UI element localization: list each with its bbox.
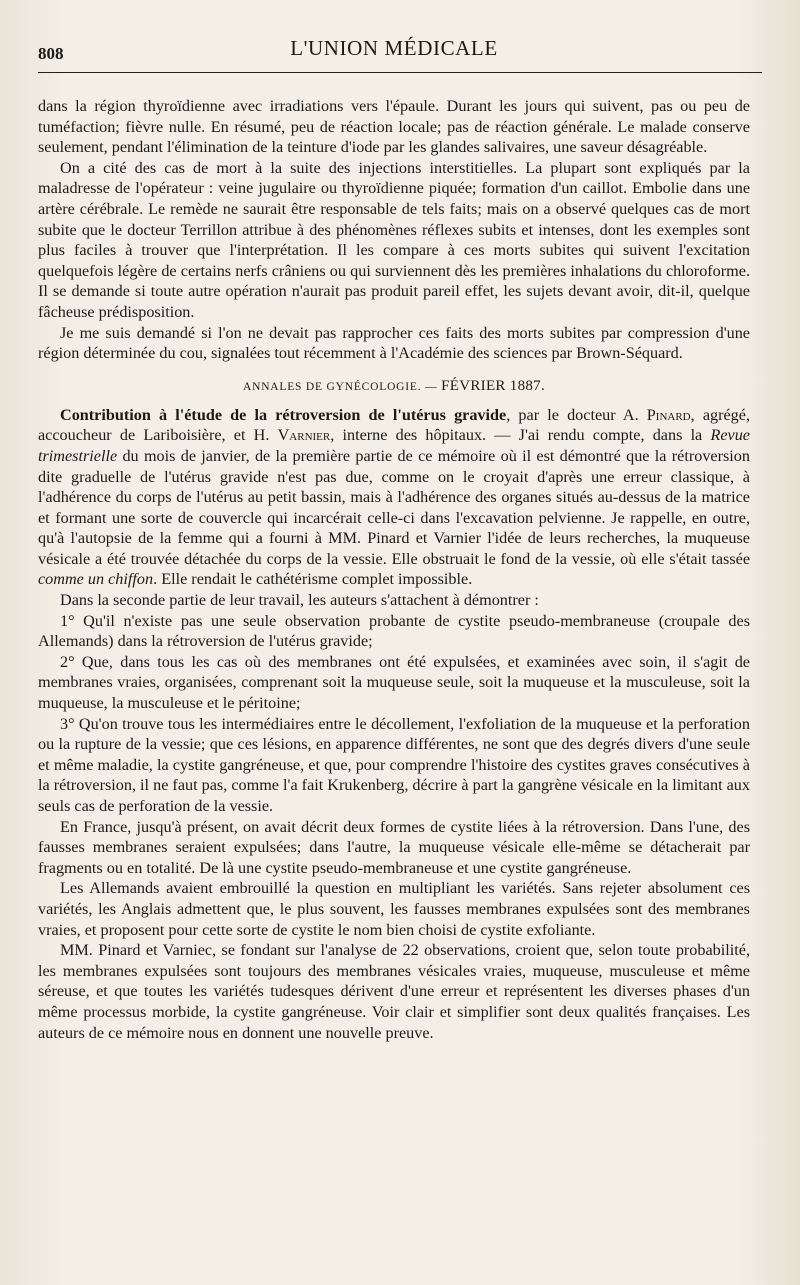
article-text: , interne des hôpitaux. — J'ai rendu compte, dans la — [330, 426, 711, 445]
journal-title: L'UNION MÉDICALE — [290, 36, 498, 60]
intro-paragraph: Je me suis demandé si l'on ne devait pas rapprocher ces faits des morts subites par compression d'une région déterminée du cou, signalées tout récemment à l'Académie des sciences par Brown-Séquard. — [38, 323, 750, 363]
article-text: , par le docteur A. — [506, 405, 647, 424]
article-title: Contribution à l'étude de la rétroversion de l'utérus gravide — [60, 405, 507, 424]
section-name: ANNALES DE GYNÉCOLOGIE. — [242, 380, 422, 393]
section-separator: — — [425, 380, 438, 393]
page-header — [38, 22, 750, 63]
body-paragraph: Les Allemands avaient embrouillé la question en multipliant les variétés. Sans rejeter absolument ces variétés, les Anglais admettent que, le plus souvent, les fausses membranes expulsées sont des membranes vraies, et proposent pour cette sorte de cystite le nom bien choisi de cystite exfoliante. — [38, 879, 750, 939]
header-rule — [38, 72, 762, 73]
article-lead-paragraph — [38, 405, 750, 590]
list-item: 3° Qu'on trouve tous les intermédiaires entre le décollement, l'exfoliation de la muqueuse et la perforation ou la rupture de la vessie; que ces lésions, en apparence différentes, ne sont que des degrés divers d'une seule et même maladie, la cystite gangréneuse, et que, pour comprendre l'histoire des cystites graves consécutives à la rétroversion, il ne faut pas, comme l'a fait Krukenberg, décrire à part la gangrène vésicale en la limitant aux seuls cas de perforation de la vessie. — [38, 714, 750, 815]
list-item: 1° Qu'il n'existe pas une seule observation probante de cystite pseudo-membraneuse (croupale des Allemands) dans la rétroversion de l'utérus gravide; — [38, 611, 750, 651]
journal-reference: Revue trimestrielle — [38, 426, 750, 465]
article-text: du mois de janvier, de la première partie de ce mémoire où il est démontré que la rétroversion dite graduelle de l'utérus gravide n'est pas due, comme on le croyait d'après une erreur classique, à l'adhérence du corps de l'utérus au petit bassin, mais à l'adhérence des organes situés au-dessus de la matrice et formant une sorte de couvercle qui incarcérait celle-ci dans l'excavation pelvienne. Je rappelle, en outre, qu'à l'autopsie de la femme qui a fourni à MM. Pinard et Varnier l'idée de leurs recherches, la muqueuse vésicale a été trouvée détachée du corps de la vessie. Elle obstruait le fond de la vessie, où elle s'était tassée — [38, 446, 750, 568]
page-content — [38, 96, 750, 1043]
article-text: . Elle rendait le cathétérisme complet impossible. — [153, 570, 473, 589]
section-date: FÉVRIER 1887. — [441, 377, 546, 394]
body-paragraph: En France, jusqu'à présent, on avait décrit deux formes de cystite liées à la rétroversion. Dans l'une, des fausses membranes seraient expulsées; dans l'autre, la muqueuse vésicale elle-même se détacherait par fragments ou en totalité. De là une cystite pseudo-membraneuse et une cystite gangréneuse. — [38, 817, 750, 877]
section-heading — [38, 378, 750, 395]
page-number: 808 — [38, 44, 64, 63]
body-paragraph: Dans la seconde partie de leur travail, les auteurs s'attachent à démontrer : — [60, 591, 539, 610]
body-paragraph: MM. Pinard et Varniec, se fondant sur l'analyse de 22 observations, croient que, selon toute probabilité, les membranes expulsées sont toujours des membranes vésicales vraies, muqueuse, musculeuse et même séreuse, et que toutes les variétés tudesques dérivent d'une erreur et représentent les diverses phases d'un même processus morbide, la cystite gangréneuse. Voir clair et simplifier sont deux qualités françaises. Les auteurs de ce mémoire nous en donnent une nouvelle preuve. — [38, 941, 750, 1042]
intro-paragraph: On a cité des cas de mort à la suite des injections interstitielles. La plupart sont expliqués par la maladresse de l'opérateur : veine jugulaire ou thyroïdienne piquée; formation d'un caillot. Embolie dans une artère cérébrale. Le remède ne saurait être responsable de tels faits; mais on a observé quelques cas de mort subite que le docteur Terrillon attribue à des phénomènes réflexes subits et intenses, dont les exemples sont plus faciles à trouver que l'interprétation. Il les compare à ces morts subites qui suivent l'excitation quelquefois légère de certains nerfs crâniens ou qui surviennent dès les premières inhalations du chloroforme. Il se demande si toute autre opération n'aurait pas produit pareil effet, les sujets devant avoir, dit-il, quelque fâcheuse prédisposition. — [38, 158, 750, 321]
article-text: , agrégé, accoucheur de Lariboisière, et H. — [38, 405, 751, 445]
list-item: 2° Que, dans tous les cas où des membranes ont été expulsées, et examinées avec soin, il s'agit de membranes vraies, organisées, comprenant soit la muqueuse seule, soit la muqueuse et la musculeuse, soit la muqueuse, la musculeuse et le péritoine; — [38, 652, 750, 713]
italic-phrase: comme un chiffon — [38, 570, 154, 589]
author-name: Pinard — [646, 405, 691, 424]
author-name: Varnier — [277, 426, 331, 445]
intro-paragraph: dans la région thyroïdienne avec irradiations vers l'épaule. Durant les jours qui suivent, pas ou peu de tuméfaction; fièvre nulle. En résumé, peu de réaction locale; pas de réaction générale. Le malade conserve seulement, pendant l'élimination de la teinture d'iode par les glandes salivaires, une saveur désagréable. — [38, 97, 750, 157]
